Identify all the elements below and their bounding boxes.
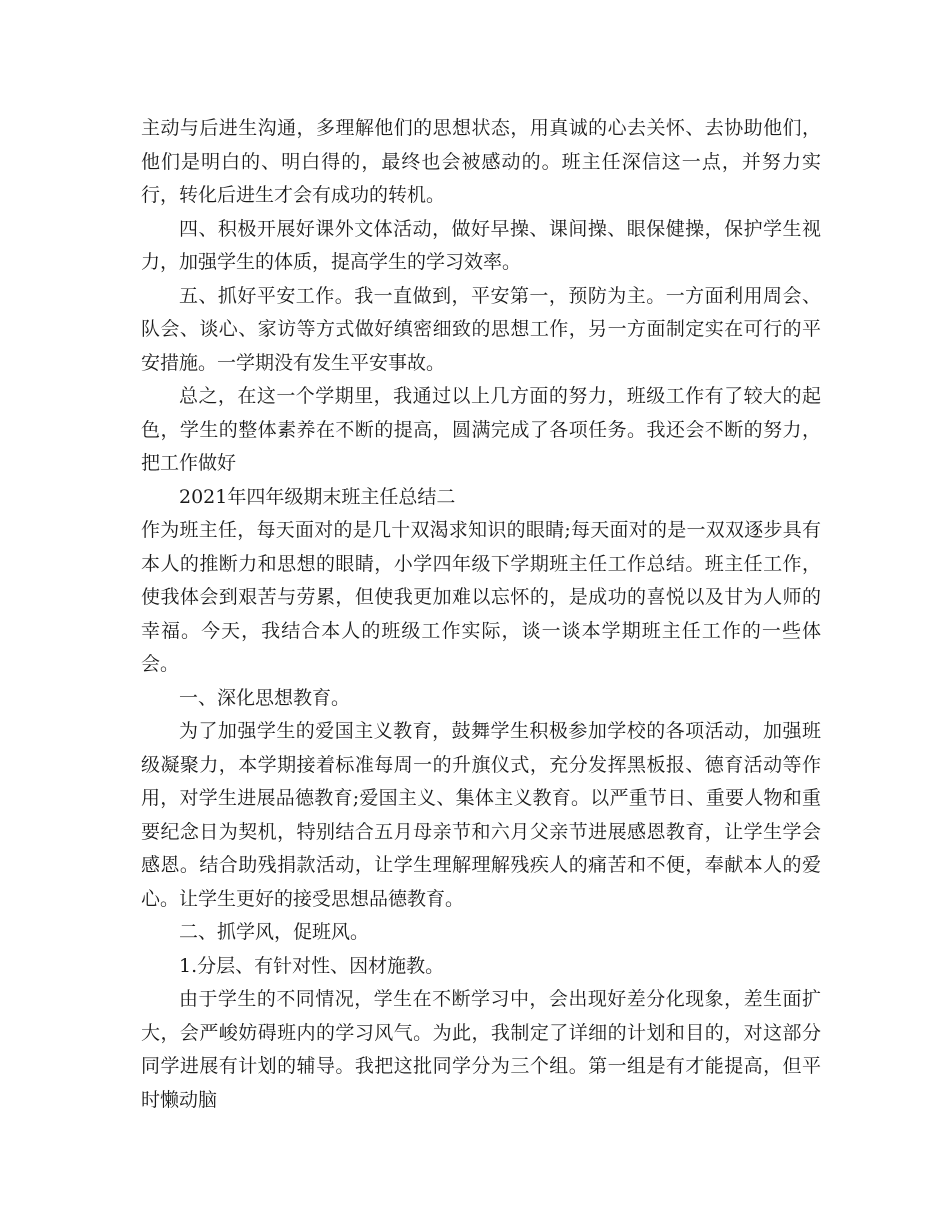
- paragraph-2: 四、积极开展好课外文体活动，做好早操、课间操、眼保健操，保护学生视力，加强学生的体质，提高学生的学习效率。: [141, 217, 821, 273]
- paragraph-1: 主动与后进生沟通，多理解他们的思想状态，用真诚的心去关怀、去协助他们，他们是明白的、明白得的，最终也会被感动的。班主任深信这一点，并努力实行，转化后进生才会有成功的转机。: [141, 117, 821, 206]
- paragraph-3: 五、抓好平安工作。我一直做到，平安第一，预防为主。一方面利用周会、队会、谈心、家访等方式做好缜密细致的思想工作，另一方面制定实在可行的平安措施。一学期没有发生平安事故。: [141, 284, 821, 374]
- paragraph-4: 总之，在这一个学期里，我通过以上几方面的努力，班级工作有了较大的起色，学生的整体素养在不断的提高，圆满完成了各项任务。我还会不断的努力，把工作做好: [141, 385, 821, 474]
- paragraph-6: 作为班主任，每天面对的是几十双渴求知识的眼睛;每天面对的是一双双逐步具有本人的推断力和思想的眼睛，小学四年级下学期班主任工作总结。班主任工作，使我体会到艰苦与劳累，但使我更加难以忘怀的，是成功的喜悦以及甘为人师的幸福。今天，我结合本人的班级工作实际，谈一谈本学期班主任工作的一些体会。: [141, 519, 821, 675]
- heading-1: 一、深化思想教育。: [179, 686, 351, 709]
- paragraph-11: 由于学生的不同情况，学生在不断学习中，会出现好差分化现象，差生面扩大，会严峻妨碍班内的学习风气。为此，我制定了详细的计划和目的，对这部分同学进展有计划的辅导。我把这批同学分为三个组。第一组是有才能提高，但平时懒动脑: [141, 988, 821, 1111]
- section-title: 2021年四年级期末班主任总结二: [179, 485, 456, 508]
- subheading-1: 1.分层、有针对性、因材施教。: [179, 954, 445, 977]
- heading-2: 二、抓学风，促班风。: [179, 921, 370, 943]
- paragraph-8: 为了加强学生的爱国主义教育，鼓舞学生积极参加学校的各项活动，加强班级凝聚力，本学期接着标准每周一的升旗仪式，充分发挥黑板报、德育活动等作用，对学生进展品德教育;爱国主义、集体主义教育。以严重节日、重要人物和重要纪念日为契机，特别结合五月母亲节和六月父亲节进展感恩教育，让学生学会感恩。结合助残捐款活动，让学生理解理解残疾人的痛苦和不便，奉献本人的爱心。让学生更好的接受思想品德教育。: [141, 720, 821, 910]
- document-body: [141, 112, 821, 1117]
